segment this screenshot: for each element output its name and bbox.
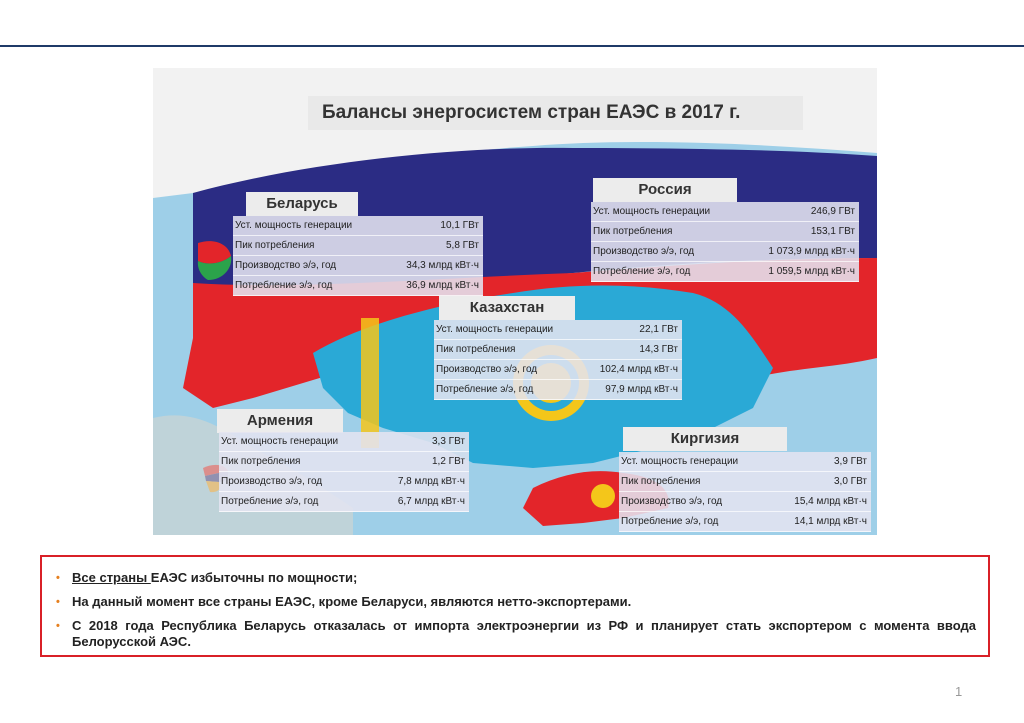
stat-value: 14,1 млрд кВт·ч bbox=[794, 516, 867, 527]
note-3-text: С 2018 года Республика Беларусь отказалась от импорта электроэнергии из РФ и планирует стать экспортером с момента ввода Белорусской АЭС. bbox=[72, 618, 976, 649]
stat-row bbox=[233, 236, 483, 256]
stat-value: 10,1 ГВт bbox=[440, 220, 479, 231]
stat-row bbox=[619, 452, 871, 472]
russia-name: Россия bbox=[593, 178, 737, 202]
stat-row bbox=[591, 222, 859, 242]
stat-value: 36,9 млрд кВт·ч bbox=[406, 280, 479, 291]
kazakhstan-name: Казахстан bbox=[439, 296, 575, 320]
stat-label: Потребление э/э, год bbox=[235, 280, 333, 291]
stat-label: Производство э/э, год bbox=[235, 260, 337, 271]
stat-row bbox=[219, 452, 469, 472]
stat-label: Пик потребления bbox=[593, 226, 673, 237]
stat-value: 14,3 ГВт bbox=[639, 344, 678, 355]
stat-value: 153,1 ГВт bbox=[810, 226, 855, 237]
note-1-text bbox=[72, 570, 976, 586]
stat-value: 1 059,5 млрд кВт·ч bbox=[768, 266, 855, 277]
stat-label: Производство э/э, год bbox=[621, 496, 723, 507]
stat-value: 7,8 млрд кВт·ч bbox=[397, 476, 465, 487]
armenia-stats bbox=[219, 432, 469, 512]
stat-row bbox=[434, 380, 682, 400]
stat-value: 97,9 млрд кВт·ч bbox=[605, 384, 678, 395]
stat-row bbox=[219, 472, 469, 492]
bullet-dot: • bbox=[56, 596, 60, 608]
stat-row bbox=[233, 276, 483, 296]
stat-row bbox=[591, 262, 859, 282]
stat-row bbox=[434, 340, 682, 360]
stat-value: 1 073,9 млрд кВт·ч bbox=[768, 246, 855, 257]
stat-label: Пик потребления bbox=[235, 240, 315, 251]
stat-row bbox=[434, 360, 682, 380]
kyrgyzstan-name: Киргизия bbox=[623, 427, 787, 451]
stat-label: Производство э/э, год bbox=[593, 246, 695, 257]
stat-label: Потребление э/э, год bbox=[621, 516, 719, 527]
stat-label: Потребление э/э, год bbox=[593, 266, 691, 277]
stat-value: 5,8 ГВт bbox=[445, 240, 479, 251]
map-title: Балансы энергосистем стран ЕАЭС в 2017 г. bbox=[308, 96, 803, 130]
stat-label: Пик потребления bbox=[221, 456, 301, 467]
stat-label: Пик потребления bbox=[436, 344, 516, 355]
note-1-underlined: Все страны bbox=[72, 570, 151, 585]
stat-label: Производство э/э, год bbox=[221, 476, 323, 487]
top-divider-line bbox=[0, 45, 1024, 47]
stat-value: 6,7 млрд кВт·ч bbox=[397, 496, 465, 507]
belarus-name: Беларусь bbox=[246, 192, 358, 216]
russia-stats bbox=[591, 202, 859, 282]
stat-value: 3,3 ГВт bbox=[431, 436, 465, 447]
bullet-dot: • bbox=[56, 572, 60, 584]
stat-value: 34,3 млрд кВт·ч bbox=[406, 260, 479, 271]
kyrgyzstan-stats bbox=[619, 452, 871, 532]
note-2-text: На данный момент все страны ЕАЭС, кроме Беларуси, являются нетто-экспортерами. bbox=[72, 594, 632, 609]
eaeu-energy-map bbox=[153, 68, 877, 535]
stat-label: Уст. мощность генерации bbox=[235, 220, 353, 231]
stat-label: Потребление э/э, год bbox=[221, 496, 319, 507]
stat-row bbox=[619, 472, 871, 492]
note-1-rest: ЕАЭС избыточны по мощности; bbox=[150, 570, 358, 585]
bullet-dot: • bbox=[56, 620, 60, 632]
stat-label: Уст. мощность генерации bbox=[221, 436, 339, 447]
stat-label: Производство э/э, год bbox=[436, 364, 538, 375]
stat-row bbox=[591, 242, 859, 262]
stat-label: Уст. мощность генерации bbox=[593, 206, 711, 217]
stat-row bbox=[219, 432, 469, 452]
stat-value: 22,1 ГВт bbox=[639, 324, 678, 335]
page-number: 1 bbox=[955, 684, 963, 699]
stat-label: Пик потребления bbox=[621, 476, 701, 487]
stat-row bbox=[233, 256, 483, 276]
stat-label: Уст. мощность генерации bbox=[621, 456, 739, 467]
stat-row bbox=[591, 202, 859, 222]
armenia-name: Армения bbox=[217, 409, 343, 433]
stat-label: Потребление э/э, год bbox=[436, 384, 534, 395]
belarus-stats bbox=[233, 216, 483, 296]
stat-value: 3,0 ГВт bbox=[833, 476, 867, 487]
stat-value: 1,2 ГВт bbox=[431, 456, 465, 467]
kazakhstan-stats bbox=[434, 320, 682, 400]
stat-row bbox=[434, 320, 682, 340]
stat-value: 15,4 млрд кВт·ч bbox=[794, 496, 867, 507]
stat-value: 246,9 ГВт bbox=[810, 206, 855, 217]
stat-row bbox=[233, 216, 483, 236]
stat-value: 3,9 ГВт bbox=[833, 456, 867, 467]
stat-row bbox=[219, 492, 469, 512]
notes-box bbox=[40, 555, 990, 657]
stat-row bbox=[619, 512, 871, 532]
stat-label: Уст. мощность генерации bbox=[436, 324, 554, 335]
stat-row bbox=[619, 492, 871, 512]
stat-value: 102,4 млрд кВт·ч bbox=[599, 364, 678, 375]
